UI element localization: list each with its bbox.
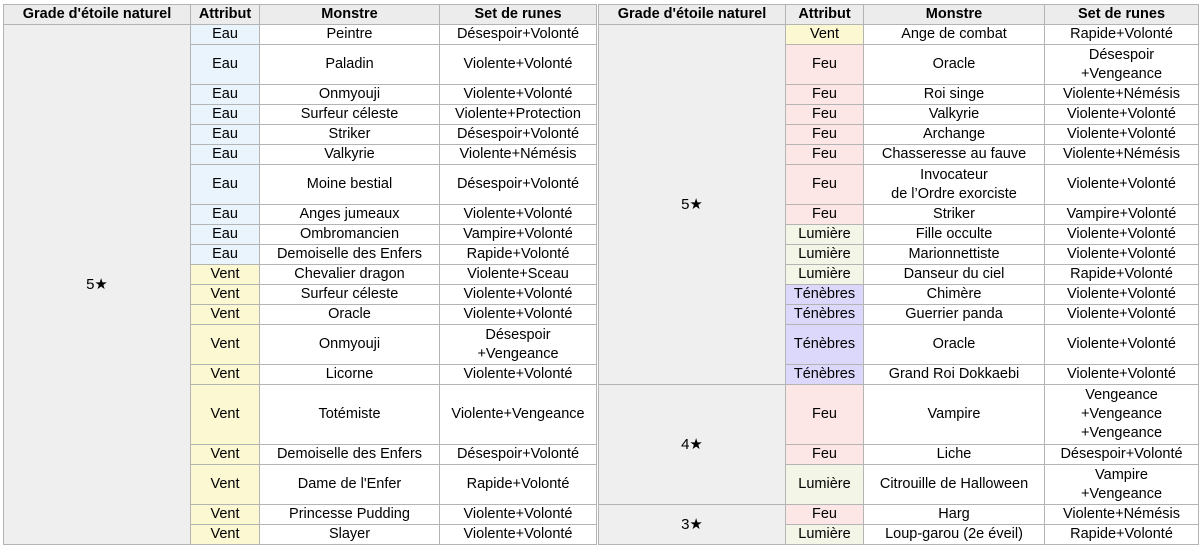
attribute-cell: Ténèbres	[786, 325, 864, 365]
right-table-body	[599, 25, 1199, 545]
header-attribute: Attribut	[191, 5, 260, 25]
header-rune-set: Set de runes	[440, 5, 597, 25]
table-row	[599, 505, 1199, 525]
left-table-body	[4, 25, 597, 545]
monster-cell: Oracle	[864, 325, 1045, 365]
rune-set-cell: Violente+Volonté	[440, 45, 597, 85]
attribute-cell: Vent	[191, 445, 260, 465]
monster-cell: Valkyrie	[864, 105, 1045, 125]
rune-set-cell: Violente+Volonté	[440, 365, 597, 385]
attribute-cell: Feu	[786, 85, 864, 105]
monster-cell: Demoiselle des Enfers	[260, 245, 440, 265]
attribute-cell: Ténèbres	[786, 365, 864, 385]
rune-set-cell: Violente+Sceau	[440, 265, 597, 285]
monster-cell: Onmyouji	[260, 85, 440, 105]
grade-cell: 5★	[599, 25, 786, 385]
monster-cell: Archange	[864, 125, 1045, 145]
monster-cell: Licorne	[260, 365, 440, 385]
rune-set-cell: Vampire+Volonté	[1045, 205, 1199, 225]
rune-set-cell: Violente+Volonté	[1045, 165, 1199, 205]
monster-cell: Chimère	[864, 285, 1045, 305]
rune-set-cell: Violente+Volonté	[440, 525, 597, 545]
rune-set-cell: Désespoir+Volonté	[440, 445, 597, 465]
rune-set-cell: Violente+Volonté	[1045, 365, 1199, 385]
attribute-cell: Vent	[191, 305, 260, 325]
rune-set-cell: Violente+Volonté	[440, 305, 597, 325]
rune-set-cell: Violente+Volonté	[440, 285, 597, 305]
attribute-cell: Vent	[191, 505, 260, 525]
monster-cell: Ange de combat	[864, 25, 1045, 45]
right-header-row	[599, 5, 1199, 25]
monster-cell: Surfeur céleste	[260, 105, 440, 125]
rune-set-cell: Violente+Némésis	[440, 145, 597, 165]
attribute-cell: Lumière	[786, 225, 864, 245]
monster-cell: Princesse Pudding	[260, 505, 440, 525]
rune-set-cell: Vampire+Volonté	[440, 225, 597, 245]
attribute-cell: Lumière	[786, 265, 864, 285]
rune-set-cell: Violente+Volonté	[440, 505, 597, 525]
rune-set-cell: Violente+Volonté	[1045, 225, 1199, 245]
attribute-cell: Feu	[786, 105, 864, 125]
attribute-cell: Vent	[191, 465, 260, 505]
header-attribute: Attribut	[786, 5, 864, 25]
rune-set-cell: Violente+Volonté	[1045, 245, 1199, 265]
left-header-row	[4, 5, 597, 25]
monster-cell: Slayer	[260, 525, 440, 545]
rune-set-cell: Désespoir+Volonté	[440, 165, 597, 205]
rune-set-cell: Violente+Némésis	[1045, 85, 1199, 105]
monster-cell: Surfeur céleste	[260, 285, 440, 305]
attribute-cell: Feu	[786, 205, 864, 225]
table-row	[599, 385, 1199, 445]
attribute-cell: Vent	[191, 265, 260, 285]
attribute-cell: Eau	[191, 145, 260, 165]
monster-cell: Danseur du ciel	[864, 265, 1045, 285]
monster-cell: Marionnettiste	[864, 245, 1045, 265]
rune-set-cell: Désespoir+Volonté	[440, 125, 597, 145]
monster-cell: Roi singe	[864, 85, 1045, 105]
rune-set-cell: Rapide+Volonté	[440, 245, 597, 265]
monster-cell: Moine bestial	[260, 165, 440, 205]
attribute-cell: Feu	[786, 445, 864, 465]
rune-set-cell: Rapide+Volonté	[1045, 525, 1199, 545]
attribute-cell: Eau	[191, 105, 260, 125]
monster-cell: Guerrier panda	[864, 305, 1045, 325]
attribute-cell: Eau	[191, 25, 260, 45]
rune-set-cell: Violente+Némésis	[1045, 505, 1199, 525]
monster-cell: Liche	[864, 445, 1045, 465]
attribute-cell: Vent	[191, 365, 260, 385]
rune-set-cell: Désespoir+Volonté	[440, 25, 597, 45]
rune-set-cell: Violente+Némésis	[1045, 145, 1199, 165]
attribute-cell: Lumière	[786, 525, 864, 545]
rune-set-cell: Rapide+Volonté	[1045, 25, 1199, 45]
attribute-cell: Vent	[191, 385, 260, 445]
right-table	[598, 4, 1199, 545]
monster-cell: Demoiselle des Enfers	[260, 445, 440, 465]
rune-set-cell: Violente+Volonté	[1045, 285, 1199, 305]
monster-cell: Chasseresse au fauve	[864, 145, 1045, 165]
monster-cell: Paladin	[260, 45, 440, 85]
rune-set-cell: Rapide+Volonté	[440, 465, 597, 505]
table-row	[4, 25, 597, 45]
monster-cell: Valkyrie	[260, 145, 440, 165]
monster-cell: Dame de l'Enfer	[260, 465, 440, 505]
header-monster: Monstre	[864, 5, 1045, 25]
monster-cell: Onmyouji	[260, 325, 440, 365]
attribute-cell: Feu	[786, 165, 864, 205]
monster-cell: Anges jumeaux	[260, 205, 440, 225]
attribute-cell: Feu	[786, 505, 864, 525]
monster-cell: Invocateur de l’Ordre exorciste	[864, 165, 1045, 205]
monster-cell: Oracle	[864, 45, 1045, 85]
rune-set-cell: Rapide+Volonté	[1045, 265, 1199, 285]
rune-set-cell: Désespoir +Vengeance	[1045, 45, 1199, 85]
rune-set-cell: Désespoir+Volonté	[1045, 445, 1199, 465]
monster-cell: Loup-garou (2e éveil)	[864, 525, 1045, 545]
grade-cell: 3★	[599, 505, 786, 545]
monster-cell: Striker	[864, 205, 1045, 225]
monster-cell: Ombromancien	[260, 225, 440, 245]
attribute-cell: Feu	[786, 145, 864, 165]
attribute-cell: Eau	[191, 225, 260, 245]
attribute-cell: Eau	[191, 245, 260, 265]
attribute-cell: Vent	[191, 525, 260, 545]
table-row	[599, 25, 1199, 45]
monster-cell: Citrouille de Halloween	[864, 465, 1045, 505]
attribute-cell: Feu	[786, 385, 864, 445]
rune-set-cell: Violente+Volonté	[440, 205, 597, 225]
attribute-cell: Ténèbres	[786, 285, 864, 305]
rune-set-cell: Violente+Volonté	[1045, 325, 1199, 365]
monster-cell: Vampire	[864, 385, 1045, 445]
rune-set-cell: Violente+Protection	[440, 105, 597, 125]
monster-cell: Peintre	[260, 25, 440, 45]
attribute-cell: Ténèbres	[786, 305, 864, 325]
attribute-cell: Lumière	[786, 465, 864, 505]
attribute-cell: Eau	[191, 125, 260, 145]
rune-set-cell: Violente+Volonté	[1045, 125, 1199, 145]
monster-cell: Totémiste	[260, 385, 440, 445]
attribute-cell: Vent	[191, 285, 260, 305]
attribute-cell: Vent	[786, 25, 864, 45]
header-rune-set: Set de runes	[1045, 5, 1199, 25]
rune-set-cell: Vengeance +Vengeance +Vengeance	[1045, 385, 1199, 445]
rune-set-cell: Violente+Volonté	[1045, 105, 1199, 125]
header-monster: Monstre	[260, 5, 440, 25]
monster-cell: Chevalier dragon	[260, 265, 440, 285]
header-grade: Grade d'étoile naturel	[4, 5, 191, 25]
rune-set-cell: Désespoir +Vengeance	[440, 325, 597, 365]
attribute-cell: Feu	[786, 45, 864, 85]
grade-cell: 5★	[4, 25, 191, 545]
attribute-cell: Eau	[191, 85, 260, 105]
left-table	[3, 4, 597, 545]
attribute-cell: Eau	[191, 205, 260, 225]
monster-cell: Harg	[864, 505, 1045, 525]
grade-cell: 4★	[599, 385, 786, 505]
attribute-cell: Feu	[786, 125, 864, 145]
monster-cell: Fille occulte	[864, 225, 1045, 245]
attribute-cell: Vent	[191, 325, 260, 365]
monster-cell: Striker	[260, 125, 440, 145]
rune-set-cell: Violente+Volonté	[440, 85, 597, 105]
rune-set-cell: Violente+Vengeance	[440, 385, 597, 445]
rune-set-cell: Vampire +Vengeance	[1045, 465, 1199, 505]
monster-cell: Oracle	[260, 305, 440, 325]
attribute-cell: Eau	[191, 45, 260, 85]
monster-cell: Grand Roi Dokkaebi	[864, 365, 1045, 385]
attribute-cell: Eau	[191, 165, 260, 205]
rune-set-cell: Violente+Volonté	[1045, 305, 1199, 325]
attribute-cell: Lumière	[786, 245, 864, 265]
header-grade: Grade d'étoile naturel	[599, 5, 786, 25]
